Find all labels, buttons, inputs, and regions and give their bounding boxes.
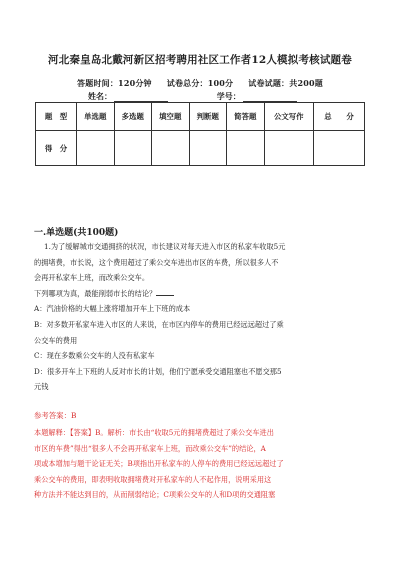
explanation bbox=[34, 425, 374, 503]
header-cell: 多选题 bbox=[114, 103, 152, 131]
score-label-cell: 得 分 bbox=[36, 131, 77, 166]
id-label: 学号： bbox=[216, 91, 241, 101]
exam-info bbox=[0, 78, 400, 89]
score-cell[interactable] bbox=[227, 131, 265, 166]
score-table-header-row bbox=[36, 103, 365, 131]
question-stem-line: 的拥堵费，市长说，这个费用超过了乘公交车进出市区的车费，所以很多人不 bbox=[34, 257, 279, 267]
name-label: 姓名： bbox=[88, 91, 112, 101]
exam-time: 答题时间：120分钟 bbox=[77, 78, 152, 88]
exam-total-score: 试卷总分：100分 bbox=[166, 78, 234, 88]
question-prompt-text: 下列哪项为真，最能削弱市长的结论？ bbox=[34, 288, 157, 298]
score-cell[interactable] bbox=[189, 131, 227, 166]
reference-answer: 参考答案：B bbox=[34, 411, 77, 420]
question-stem-line: 会再开私家车上班，而改乘公交车。 bbox=[34, 273, 150, 283]
option-b: B：对多数开私家车进入市区的人来说，在市区内停车的费用已经远远超过了乘 bbox=[34, 319, 284, 329]
score-table-score-row bbox=[36, 131, 365, 166]
answer-blank[interactable] bbox=[156, 288, 174, 296]
header-cell: 简答题 bbox=[227, 103, 265, 131]
option-d: D：很多开车上下班的人反对市长的计划，他们宁愿承受交通阻塞也不愿交那5 bbox=[34, 366, 282, 376]
question-stem-line: 1.为了缓解城市交通拥挤的状况，市长建议对每天进入市区的私家车收取5元 bbox=[44, 242, 286, 251]
score-cell[interactable] bbox=[314, 131, 365, 166]
score-cell[interactable] bbox=[114, 131, 152, 166]
explanation-line: 市区的车费”得出“很多人不会再开私家车上班，而改乘公交车”的结论，A bbox=[34, 443, 266, 453]
explanation-line: 本题解释：【答案】B。解析：市长由“收取5元的拥堵费超过了乘公交车进出 bbox=[34, 428, 274, 437]
question-1 bbox=[34, 239, 374, 395]
header-cell: 单选题 bbox=[77, 103, 115, 131]
header-cell: 公文写作 bbox=[264, 103, 314, 131]
score-cell[interactable] bbox=[152, 131, 190, 166]
id-field[interactable] bbox=[243, 93, 297, 102]
student-info bbox=[88, 91, 348, 102]
header-cell: 填空题 bbox=[152, 103, 190, 131]
header-cell-total: 总 分 bbox=[314, 103, 365, 131]
header-cell: 判断题 bbox=[189, 103, 227, 131]
section-title: 一.单选题(共100题) bbox=[34, 228, 119, 238]
page-title: 河北秦皇岛北戴河新区招考聘用社区工作者12人模拟考核试题卷 bbox=[48, 54, 352, 66]
exam-question-count: 试卷试题：共200题 bbox=[248, 78, 323, 88]
name-field-ext bbox=[172, 94, 212, 102]
score-cell[interactable] bbox=[264, 131, 314, 166]
explanation-line: 种方法并不能达到目的，从而削弱结论；C项乘公交车的人和D项的交通阻塞 bbox=[34, 490, 276, 500]
score-cell[interactable] bbox=[77, 131, 115, 166]
option-d-cont: 元钱 bbox=[34, 382, 49, 392]
header-cell-type: 题 型 bbox=[36, 103, 77, 131]
option-a: A：汽油价格的大幅上涨将增加开车上下班的成本 bbox=[34, 304, 191, 314]
explanation-line: 乘公交车的费用，即表明收取拥堵费对开私家车的人不起作用，说明采用这 bbox=[34, 474, 272, 484]
option-b-cont: 公交车的费用 bbox=[34, 335, 78, 345]
name-field[interactable] bbox=[114, 93, 168, 102]
explanation-line: 项或本增加与题干论证无关；B项指出开私家车的人停车的费用已经远远超过了 bbox=[34, 459, 284, 469]
option-c: C：现在多数乘公交车的人没有私家车 bbox=[34, 351, 155, 361]
score-table bbox=[35, 102, 365, 166]
question-prompt bbox=[34, 286, 374, 302]
